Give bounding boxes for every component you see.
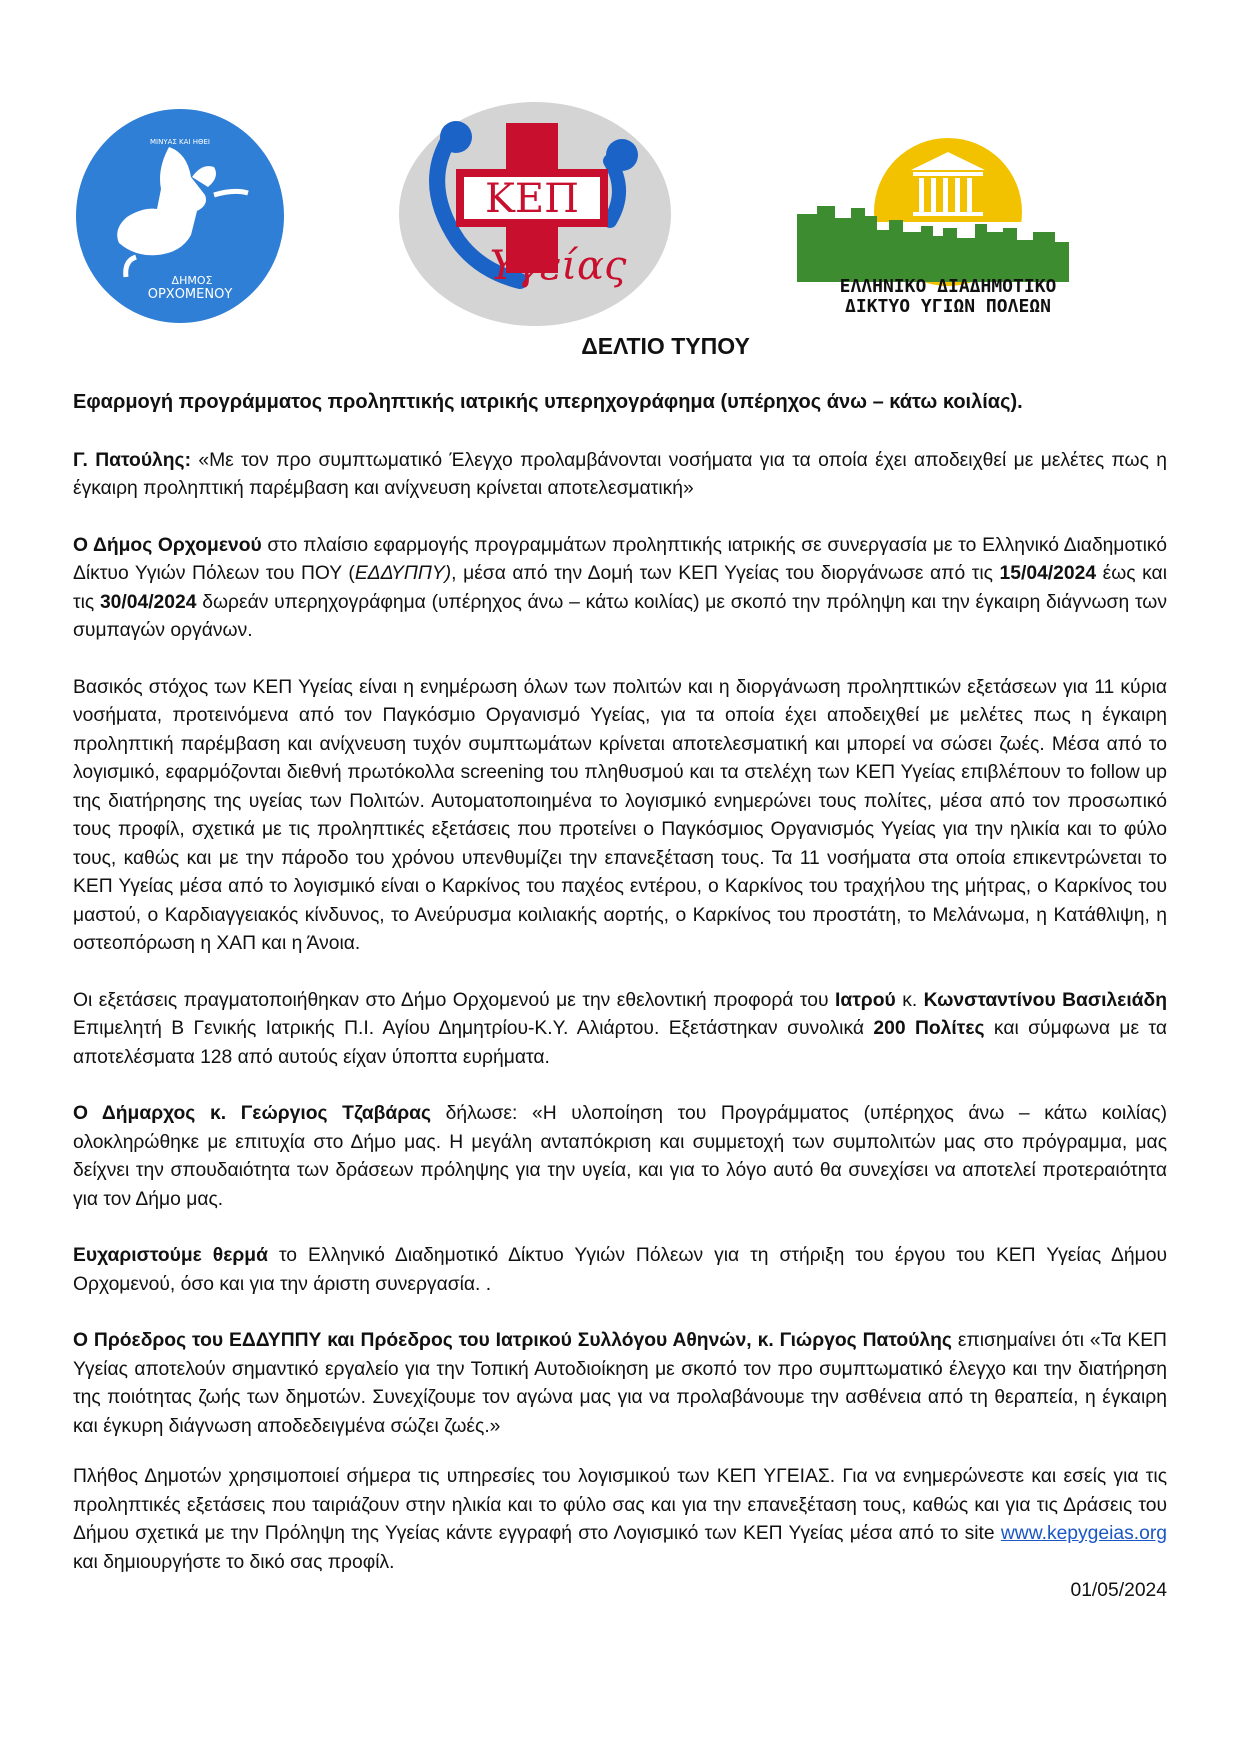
exams-text-2: κ.: [895, 989, 924, 1011]
dimos-logo-top-text: ΜΙΝΥΑΣ ΚΑΙ ΗΘΕΙ: [150, 138, 210, 146]
president-statement: επισημαίνει ότι «Τα ΚΕΠ Υγείας αποτελούν σημαντικό εργαλείο για την Τοπική Αυτοδιοίκηση με σκοπό τον προ συμπτωματικό έλεγχο και την διατήρηση της ποιότητας ζωής των δημοτών. Συνεχίζουμε τον αγώνα μας για να προλαβάνουμε την ασθένεια από τη θεραπεία, η έγκαιρη και έγκυρη διάγνωση αποδεδειγμένα σώζει ζωές.»: [73, 1330, 1167, 1437]
municipality-name: Ο Δήμος Ορχομενού: [73, 534, 262, 556]
kep-ygeias-logo: [398, 101, 672, 327]
program-text-2: , μέσα από την Δομή των ΚΕΠ Υγείας του διοργάνωσε από τις: [451, 563, 1000, 584]
citizens-count: 200 Πολίτες: [873, 1018, 985, 1039]
exams-text-1: Οι εξετάσεις πραγματοποιήθηκαν στο Δήμο Ορχομενού με την εθελοντική προφορά του: [73, 989, 835, 1011]
document-date: 01/05/2024: [1070, 1580, 1167, 1601]
paragraph-mayor: [73, 1100, 1167, 1214]
paragraph-thanks: [73, 1242, 1167, 1299]
end-date: 30/04/2024: [99, 591, 197, 613]
doctor-name: Κωνσταντίνου Βασιλειάδη: [923, 989, 1168, 1011]
eddyppy-logo-line2: ΔΙΚΤΥΟ ΥΓΙΩΝ ΠΟΛΕΩΝ: [845, 296, 1051, 314]
document-title: [0, 333, 1241, 360]
paragraph-program: [73, 532, 1167, 646]
exams-text-4: και σύμφωνα με τα αποτελέσματα 128 από αυτούς είχαν ύποπτα ευρήματα.: [73, 1018, 1168, 1068]
paragraph-quote-patoulis: [73, 447, 1167, 504]
eddyppy-logo-line1: ΕΛΛΗΝΙΚΟ ΔΙΑΔΗΜΟΤΙΚΟ: [839, 276, 1057, 297]
eddyppy-abbr: ΕΔΔΥΠΠΥ): [354, 563, 452, 584]
paragraph-goals: Βασικός στόχος των ΚΕΠ Υγείας είναι η ενημέρωση όλων των πολιτών και η διοργάνωση προληπτικών εξετάσεων για 11 κύρια νοσήματα, προτεινόμενα από τον Παγκόσμιο Οργανισμό Υγείας, για τα οποία έχει αποδειχθεί με μελέτες πως η έγκαιρη προληπτική παρέμβαση και ανίχνευση τυχόν συμπτωμάτων κρίνεται αποτελεσματική και μπορεί να σώσει ζωές. Μέσα από το λογισμικό, εφαρμόζονται διεθνή πρωτόκολλα screening του πληθυσμού και τα στελέχη των ΚΕΠ Υγείας επιβλέπουν το follow up της διατήρησης της υγείας των Πολιτών. Αυτοματοποιημένα το λογισμικό ενημερώνει τους πολίτες, μέσα από τον προσωπικό τους προφίλ, σχετικά με τις προληπτικές εξετάσεις που προτείνει ο Παγκόσμιος Οργανισμός Υγείας για την ηλικία και το φύλο τους, καθώς και με την πάροδο του χρόνου υπενθυμίζει την επανεξέταση τους. Τα 11 νοσήματα στα οποία επικεντρώνεται το ΚΕΠ Υγείας μέσα από το λογισμικό είναι ο Καρκίνος του παχέος εντέρου, ο Καρκίνος του τραχήλου της μήτρας, ο Καρκίνος του μαστού, ο Καρδιαγγειακός κίνδυνος, το Ανεύρυσμα κοιλιακής αορτής, ο Καρκίνος του προστάτη, το Μελάνωμα, η Κατάθλιψη, η οστεοπόρωση η ΧΑΠ και η Άνοια.: [73, 676, 1167, 954]
registration-text-2: και δημιουργήστε το δικό σας προφίλ.: [73, 1551, 395, 1573]
kep-logo-text: ΚΕΠ: [485, 176, 579, 222]
program-text-4: δωρεάν υπερηχογράφημα (υπέρηχος άνω – κάτω κοιλίας) με σκοπό την πρόληψη και την έγκαιρη διάγνωση των συμπαγών οργάνων.: [73, 591, 1167, 641]
mayor-name: Ο Δήμαρχος κ. Γεώργιος Τζαβάρας: [73, 1103, 432, 1124]
document-body: [73, 388, 1167, 1634]
quote-text: «Με τον προ συμπτωματικό Έλεγχο προλαμβάνονται νοσήματα για τα οποία έχει αποδειχθεί με μελέτες πως η έγκαιρη προληπτική παρέμβαση και ανίχνευση κρίνεται αποτελεσματική»: [73, 449, 1167, 499]
document-title-text: ΔΕΛΤΙΟ ΤΥΠΟΥ: [581, 333, 750, 359]
mayor-statement: δήλωσε: «Η υλοποίηση του Προγράμματος (υπέρηχος άνω – κάτω κοιλίας) ολοκληρώθηκε με επιτυχία στο Δήμο μας. Η μεγάλη ανταπόκριση και συμμετοχή των συμπολιτών μας στο πρόγραμμα, μας δείχνει την σπουδαιότητα των δράσεων πρόληψης για την υγεία, και για το λόγο αυτό θα συνεχίσει να αποτελεί προτεραιότητα για τον Δήμο μας.: [73, 1103, 1168, 1210]
dimos-orchomenou-logo: [74, 107, 286, 325]
eddyppy-logo: [797, 134, 1099, 314]
document-heading: Εφαρμογή προγράμματος προληπτικής ιατρικής υπερηχογράφημα (υπέρηχος άνω – κάτω κοιλίας).: [73, 391, 1023, 413]
registration-text-1: Πλήθος Δημοτών χρησιμοποιεί σήμερα τις υπηρεσίες του λογισμικού των ΚΕΠ ΥΓΕΙΑΣ. Για να ενημερώνεστε και εσείς για τις προληπτικές εξετάσεις που ταιριάζουν στην ηλικία και το φύλο σας και για την επανεξέταση τους, καθώς και για τις Δράσεις του Δήμου σχετικά με την Πρόληψη της Υγείας κάντε εγγραφή στο Λογισμικό των ΚΕΠ Υγείας μέσα από το site: [73, 1466, 1167, 1544]
doctor-title: Ιατρού: [834, 989, 896, 1011]
thanks-lead: Ευχαριστούμε θερμά: [73, 1245, 268, 1266]
kep-logo-script: Υγείας: [489, 243, 627, 289]
kepygeias-link[interactable]: www.kepygeias.org: [1000, 1523, 1167, 1544]
dimos-logo-line2: ΟΡΧΟΜΕΝΟΥ: [147, 287, 233, 302]
program-text-1: στο πλαίσιο εφαρμογής προγραμμάτων προληπτικής ιατρικής σε συνεργασία με το Ελληνικό Διαδημοτικό Δίκτυο Υγιών Πόλεων του ΠΟΥ (: [73, 534, 1167, 584]
paragraph-registration: [73, 1463, 1167, 1577]
paragraph-exams: [73, 987, 1167, 1073]
program-text-3: έως και τις: [73, 563, 1167, 613]
dimos-logo-line1: ΔΗΜΟΣ: [171, 274, 213, 287]
quote-author: Γ. Πατούλης:: [73, 449, 191, 471]
exams-text-3: Επιμελητή Β Γενικής Ιατρικής Π.Ι. Αγίου Δημητρίου-Κ.Υ. Αλιάρτου. Εξετάστηκαν συνολικά: [73, 1018, 874, 1039]
president-name: Ο Πρόεδρος του ΕΔΔΥΠΠΥ και Πρόεδρος του Ιατρικού Συλλόγου Αθηνών, κ. Γιώργος Πατούλης: [73, 1330, 952, 1351]
paragraph-president: [73, 1327, 1167, 1441]
thanks-text: το Ελληνικό Διαδημοτικό Δίκτυο Υγιών Πόλεων για τη στήριξη του έργου του ΚΕΠ Υγείας Δήμου Ορχομενού, όσο και για την άριστη συνεργασία. .: [73, 1245, 1168, 1295]
start-date: 15/04/2024: [999, 563, 1097, 584]
